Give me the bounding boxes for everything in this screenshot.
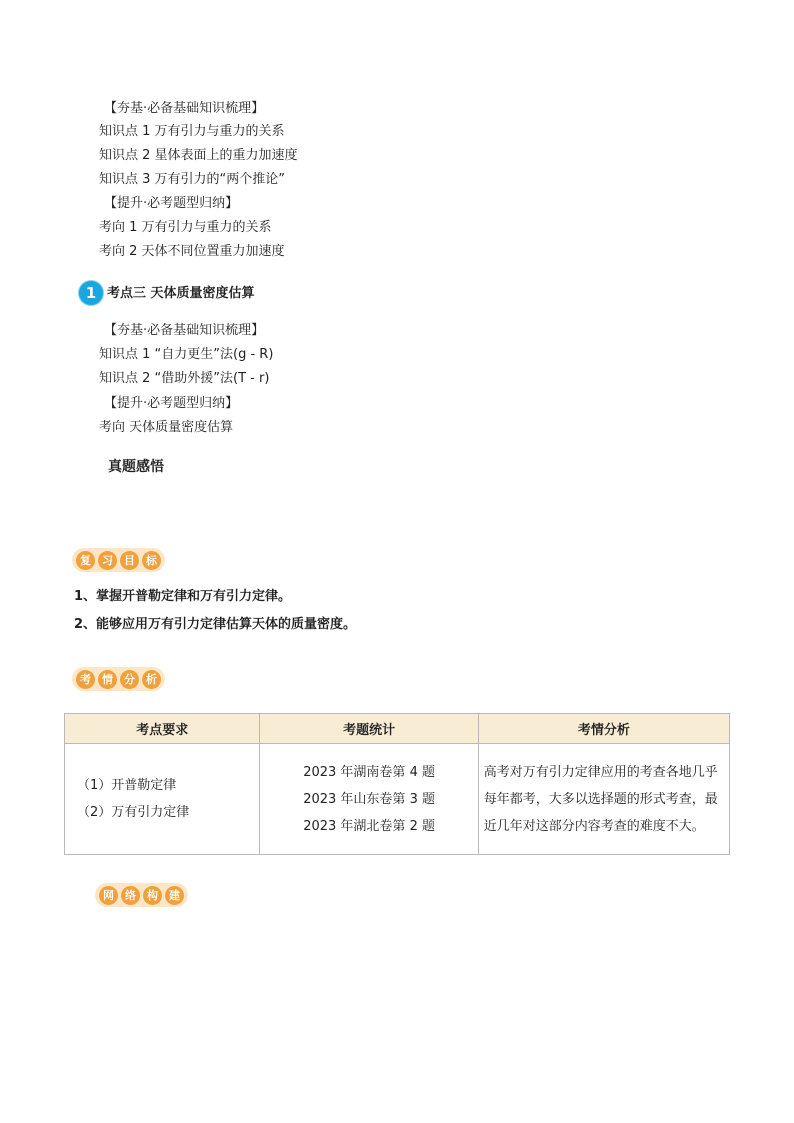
exam-analysis-table [64, 713, 730, 855]
badge-char: 分 [120, 670, 139, 689]
section-knowledge-1: 知识点 1 “自力更生”法(g - R) [99, 347, 274, 362]
requirement-item: （2）万有引力定律 [77, 805, 190, 820]
badge-char: 络 [121, 886, 140, 905]
analysis-text: 高考对万有引力定律应用的考查各地几乎每年都考，大多以选择题的形式考查，最近几年对这部分内容考查的难度不大。 [483, 764, 718, 834]
section-number-badge: 1 [79, 281, 103, 305]
header-analysis: 考情分析 [478, 714, 729, 744]
review-goal-badge [72, 548, 165, 572]
section-heading-improve: 【提升·必考题型归纳】 [104, 396, 239, 411]
network-badge [95, 883, 188, 907]
badge-char: 网 [99, 886, 118, 905]
section-direction: 考向 天体质量密度估算 [99, 420, 234, 435]
toc-knowledge-1: 知识点 1 万有引力与重力的关系 [99, 124, 285, 139]
badge-char: 情 [98, 670, 117, 689]
badge-char: 习 [98, 551, 117, 570]
section-title: 考点三 天体质量密度估算 [107, 286, 255, 301]
badge-char: 考 [76, 670, 95, 689]
toc-knowledge-2: 知识点 2 星体表面上的重力加速度 [99, 148, 298, 163]
badge-char: 标 [142, 551, 161, 570]
badge-char: 目 [120, 551, 139, 570]
analysis-badge [72, 667, 165, 691]
section-heading-basic: 【夯基·必备基础知识梳理】 [104, 323, 265, 338]
header-statistics: 考题统计 [260, 714, 478, 744]
goal-2: 2、能够应用万有引力定律估算天体的质量密度。 [74, 617, 357, 632]
toc-direction-1: 考向 1 万有引力与重力的关系 [99, 220, 272, 235]
toc-knowledge-3: 知识点 3 万有引力的“两个推论” [99, 172, 286, 187]
real-exam-heading: 真题感悟 [108, 459, 164, 475]
requirements-cell [65, 744, 260, 855]
goal-1: 1、掌握开普勒定律和万有引力定律。 [74, 589, 292, 604]
stat-item: 2023 年湖南卷第 4 题 [303, 764, 435, 780]
header-requirement: 考点要求 [65, 714, 260, 744]
toc-heading-basic: 【夯基·必备基础知识梳理】 [104, 101, 265, 116]
table-header-row [65, 714, 730, 744]
badge-char: 建 [165, 886, 184, 905]
badge-char: 析 [142, 670, 161, 689]
section-knowledge-2: 知识点 2 “借助外援”法(T - r) [99, 371, 270, 386]
table-row [65, 744, 730, 855]
stat-item: 2023 年山东卷第 3 题 [303, 791, 435, 807]
stat-item: 2023 年湖北卷第 2 题 [303, 818, 435, 834]
toc-heading-improve: 【提升·必考题型归纳】 [104, 196, 239, 211]
badge-char: 复 [76, 551, 95, 570]
toc-direction-2: 考向 2 天体不同位置重力加速度 [99, 244, 285, 259]
requirement-item: （1）开普勒定律 [77, 778, 177, 793]
analysis-cell [478, 744, 729, 855]
statistics-cell [260, 744, 478, 855]
badge-char: 构 [143, 886, 162, 905]
